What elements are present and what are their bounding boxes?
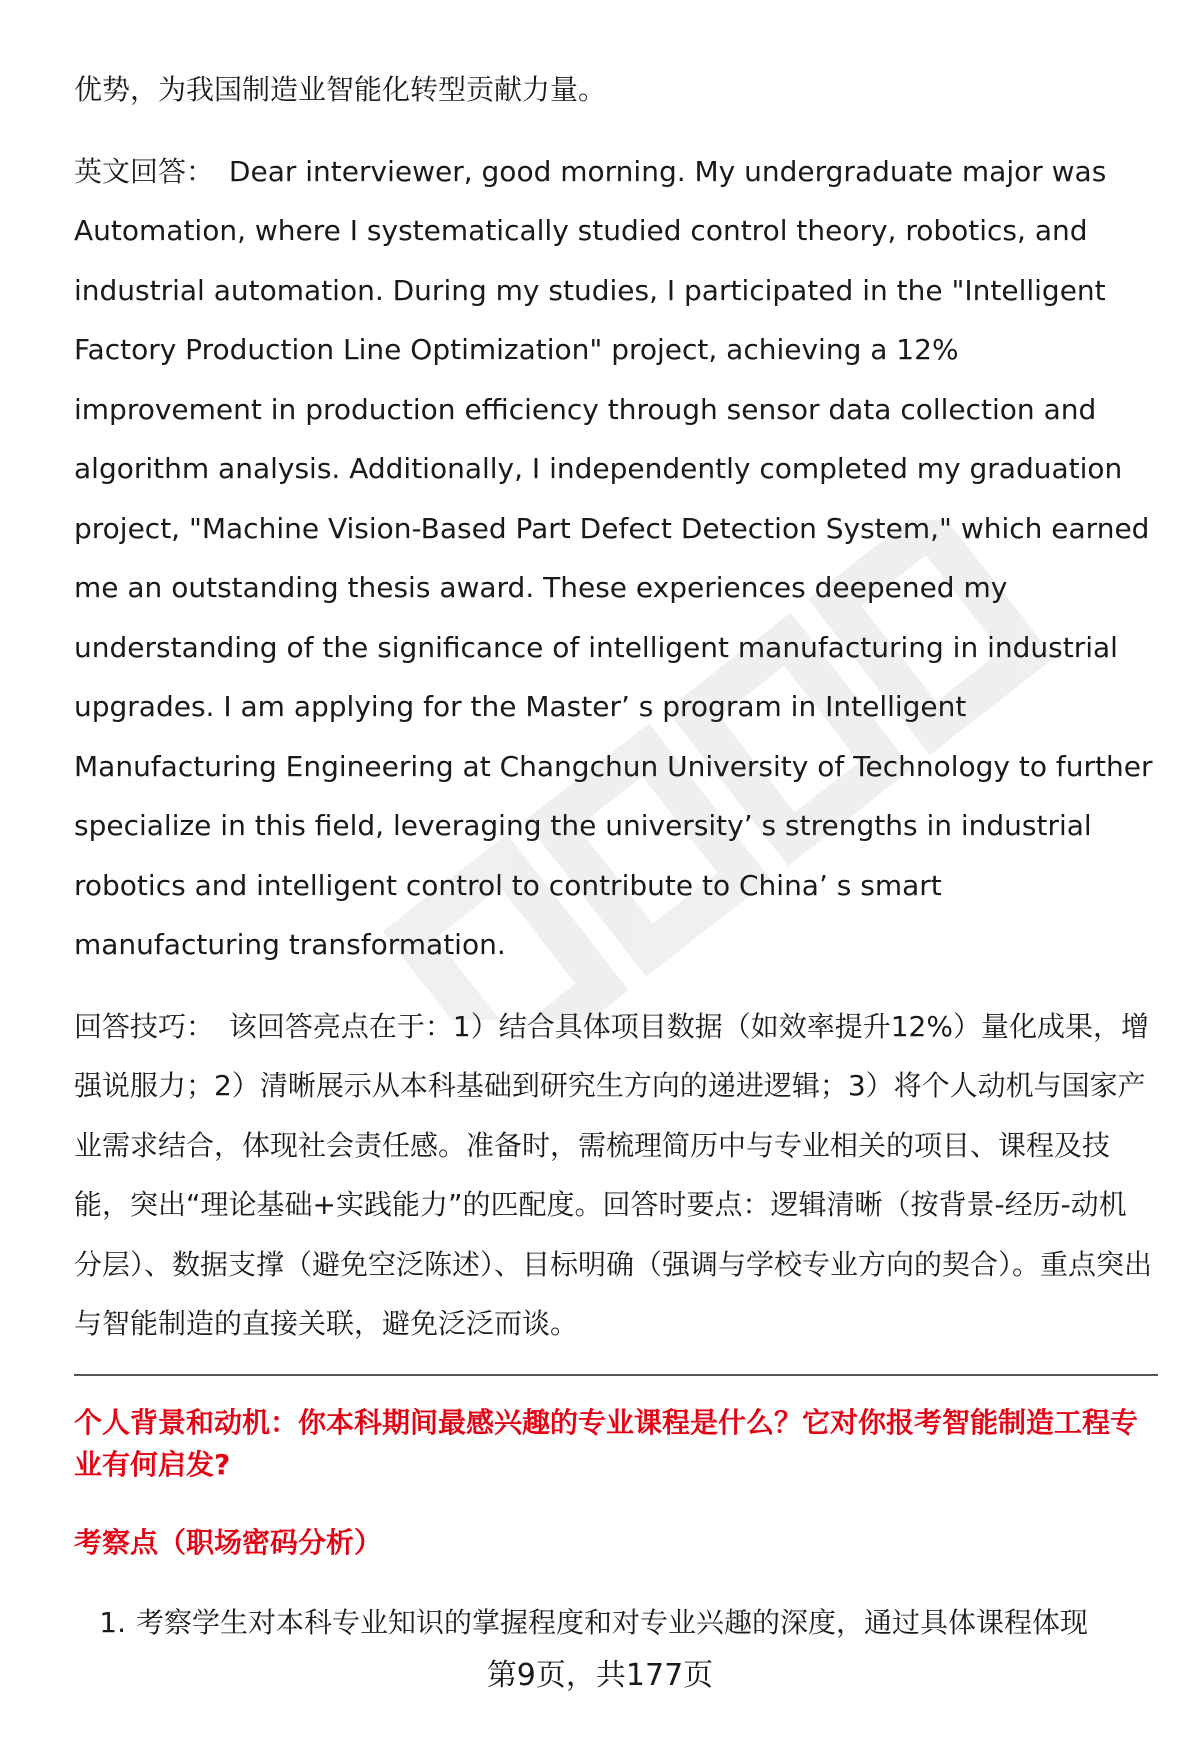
- answer-tips-text: 该回答亮点在于：1）结合具体项目数据（如效率提升12%）量化成果，增强说服力；2）清晰展示从本科基础到研究生方向的递进逻辑；3）将个人动机与国家产业需求结合，体现社会责任感。准备时，需梳理简历中与专业相关的项目、课程及技能，突出“理论基础+实践能力”的匹配度。回答时要点：逻辑清晰（按背景-经历-动机分层）、数据支撑（避免空泛陈述）、目标明确（强调与学校专业方向的契合）。重点突出与智能制造的直接关联，避免泛泛而谈。: [74, 1009, 1153, 1340]
- examination-points-list: [74, 1602, 1154, 1644]
- english-answer-label: 英文回答：: [74, 154, 215, 188]
- examination-points-heading: 考察点（职场密码分析）: [74, 1525, 383, 1559]
- answer-tips-paragraph: [74, 997, 1154, 1354]
- section-divider: [74, 1374, 1158, 1376]
- english-answer-text: Dear interviewer, good morning. My undergraduate major was Automation, where I systematically studied control theory, robotics, and industrial automation. During my studies, I participated in the "Intelligent Factory Production Line Optimization" project, achieving a 12% improvement in production efficiency through sensor data collection and algorithm analysis. Additionally, I independently completed my graduation project, "Machine Vision-Based Part Defect Detection System," which earned me an outstanding thesis award. These experiences deepened my understanding of the significance of intelligent manufacturing in industrial upgrades. I am applying for the Master’ s program in Intelligent Manufacturing Engineering at Changchun University of Technology to further specialize in this field, leveraging the university’ s strengths in industrial robotics and intelligent control to contribute to China’ s smart manufacturing transformation.: [74, 154, 1153, 961]
- list-item: [74, 1602, 1154, 1644]
- question-heading: 个人背景和动机：你本科期间最感兴趣的专业课程是什么？它对你报考智能制造工程专业有何启发?: [74, 1405, 1139, 1481]
- answer-tips-label: 回答技巧：: [74, 1009, 215, 1043]
- list-item-text: 考察学生对本科专业知识的掌握程度和对专业兴趣的深度，通过具体课程体现: [136, 1605, 1089, 1639]
- english-answer-paragraph: [74, 142, 1154, 975]
- intro-paragraph: 优势，为我国制造业智能化转型贡献力量。: [74, 73, 607, 106]
- list-item-number: 1.: [99, 1605, 126, 1639]
- page-footer: 第9页，共177页: [486, 1658, 714, 1693]
- document-body: [74, 60, 1154, 1644]
